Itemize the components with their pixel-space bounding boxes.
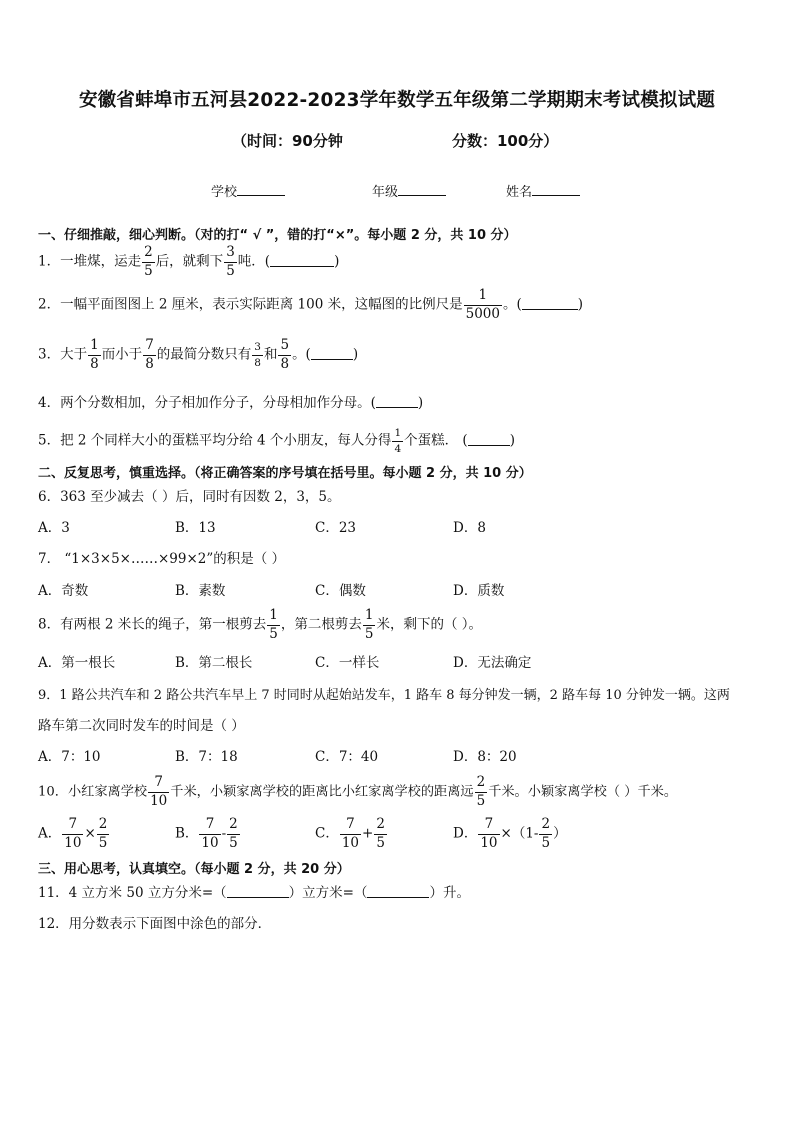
answer-blank[interactable]	[468, 432, 510, 446]
q6-option-d[interactable]: D．8	[453, 520, 486, 536]
question-9-line-1: 9．1 路公共汽车和 2 路公共汽车早上 7 时同时从起始站发车，1 路车 8 每分钟发一辆，2 路车每 10 分钟发一辆。这两	[38, 688, 730, 703]
answer-blank[interactable]	[522, 296, 578, 310]
question-7: 7． “1×3×5×……×99×2”的积是（ ）	[38, 551, 286, 567]
name-blank[interactable]	[532, 183, 580, 196]
section-1-heading: 一、仔细推敲，细心判断。（对的打“ √ ”，错的打“×”。每小题 2 分，共 10 分）	[38, 228, 517, 243]
answer-blank[interactable]	[270, 253, 334, 267]
q10-option-b[interactable]: B． $\frac{7}{10}$ - $\frac{2}{5}$	[175, 816, 238, 851]
q6-option-b[interactable]: B．13	[175, 520, 216, 536]
question-3: 3．大于 $\frac{1}{8}$ 而小于 $\frac{7}{8}$ 的最简分数只有 $\frac{3}{8}$ 和 $\frac{5}{8}$ 。( )	[38, 337, 359, 372]
question-9-line-2: 路车第二次同时发车的时间是（ ）	[38, 718, 245, 734]
q8-option-d[interactable]: D．无法确定	[453, 655, 532, 671]
answer-blank-2[interactable]	[367, 884, 429, 898]
q7-option-b[interactable]: B．素数	[175, 583, 226, 599]
q8-option-b[interactable]: B．第二根长	[175, 655, 253, 671]
q9-option-a[interactable]: A．7：10	[38, 749, 101, 765]
q10-option-a[interactable]: A． $\frac{7}{10}$ × $\frac{2}{5}$	[38, 816, 108, 851]
question-6: 6．363 至少减去（ ）后，同时有因数 2，3，5。	[38, 489, 341, 505]
question-11: 11．4 立方米 50 立方分米=（ ）立方米=（ ）升。	[38, 885, 470, 901]
question-8: 8．有两根 2 米长的绳子，第一根剪去 $\frac{1}{5}$ ，第二根剪去 $\frac{1}{5}$ 米，剩下的（ ）。	[38, 607, 482, 642]
grade-field: 年级	[372, 181, 446, 200]
q9-option-b[interactable]: B．7：18	[175, 749, 238, 765]
q7-option-d[interactable]: D．质数	[453, 583, 505, 599]
q8-option-a[interactable]: A．第一根长	[38, 655, 116, 671]
answer-blank[interactable]	[311, 346, 353, 360]
q9-option-c[interactable]: C．7：40	[315, 749, 379, 765]
q8-option-c[interactable]: C．一样长	[315, 655, 380, 671]
q7-option-c[interactable]: C．偶数	[315, 583, 366, 599]
exam-score: 分数：100分）	[452, 132, 559, 150]
section-3-heading: 三、用心思考，认真填空。（每小题 2 分，共 20 分）	[38, 862, 350, 877]
school-field: 学校	[211, 181, 285, 200]
question-12: 12．用分数表示下面图中涂色的部分．	[38, 916, 272, 932]
q6-option-c[interactable]: C．23	[315, 520, 357, 536]
question-1: 1．一堆煤，运走 $\frac{2}{5}$ 后，就剩下 $\frac{3}{5}$ 吨．( )	[38, 244, 340, 279]
answer-blank[interactable]	[376, 394, 418, 408]
grade-blank[interactable]	[398, 183, 446, 196]
question-4: 4．两个分数相加，分子相加作分子，分母相加作分母。( )	[38, 395, 424, 411]
q10-option-c[interactable]: C． $\frac{7}{10}$ + $\frac{2}{5}$	[315, 816, 385, 851]
exam-title: 安徽省蚌埠市五河县2022-2023学年数学五年级第二学期期末考试模拟试题	[78, 90, 716, 111]
school-blank[interactable]	[237, 183, 285, 196]
question-5: 5．把 2 个同样大小的蛋糕平均分给 4 个小朋友，每人分得 $\frac{1}{4}$ 个蛋糕． ( )	[38, 427, 515, 455]
question-2: 2．一幅平面图图上 2 厘米，表示实际距离 100 米，这幅图的比例尺是 $\frac{1}{5000}$ 。( )	[38, 287, 584, 322]
q9-option-d[interactable]: D．8：20	[453, 749, 517, 765]
q7-option-a[interactable]: A．奇数	[38, 583, 89, 599]
q6-option-a[interactable]: A．3	[38, 520, 70, 536]
question-10: 10．小红家离学校 $\frac{7}{10}$ 千米，小颖家离学校的距离比小红家离学校的距离远 $\frac{2}{5}$ 千米。小颖家离学校（ ）千米。	[38, 774, 678, 809]
q10-option-d[interactable]: D． $\frac{7}{10}$ ×（1- $\frac{2}{5}$ ）	[453, 816, 567, 851]
section-2-heading: 二、反复思考，慎重选择。（将正确答案的序号填在括号里。每小题 2 分，共 10 分）	[38, 466, 532, 481]
answer-blank-1[interactable]	[227, 884, 289, 898]
name-field: 姓名	[506, 181, 580, 200]
exam-time: （时间：90分钟	[232, 132, 343, 150]
